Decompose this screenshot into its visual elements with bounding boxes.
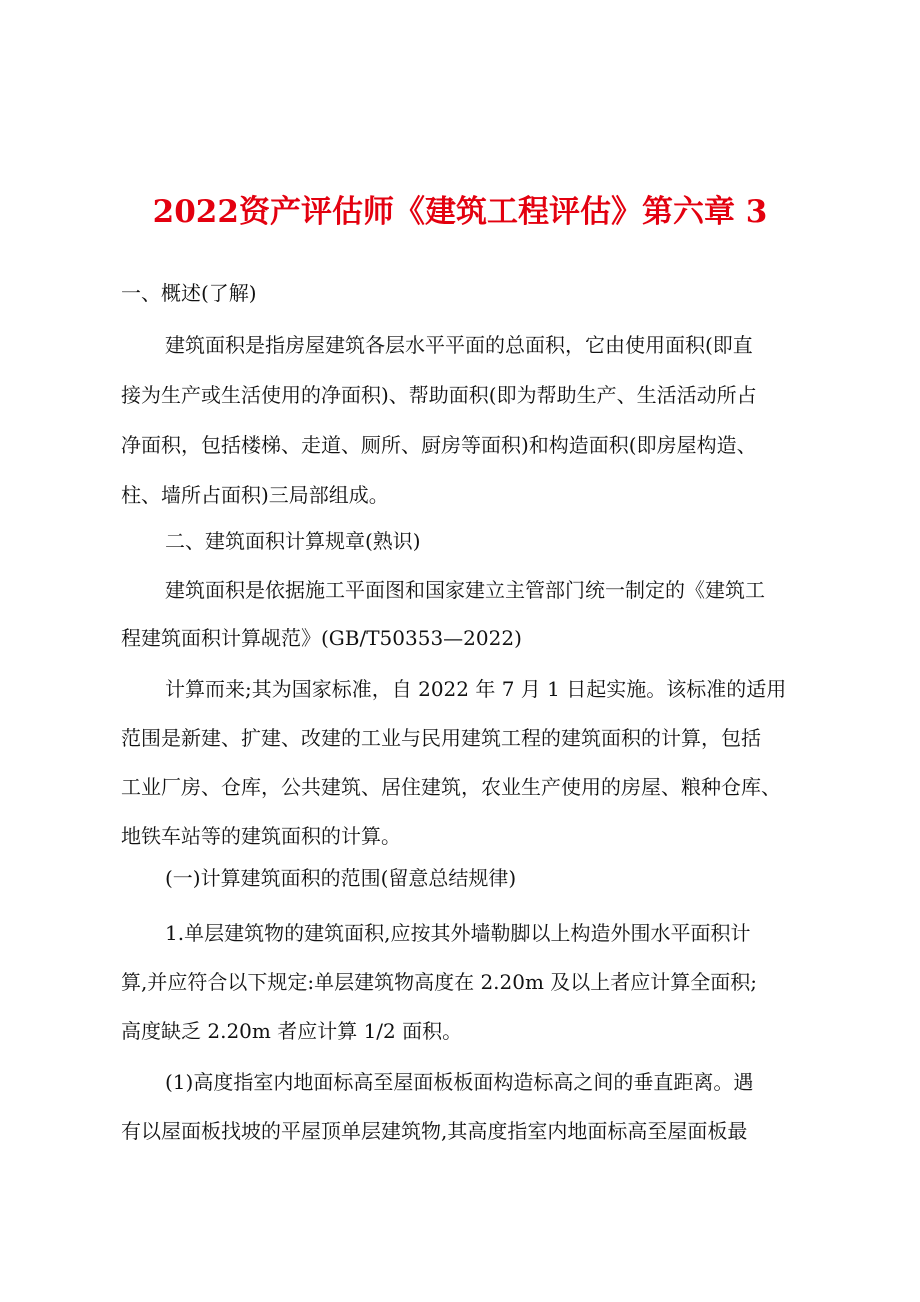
- paragraph-line: 接为生产或生活使用的净面积)、帮助面积(即为帮助生产、生活活动所占: [121, 383, 757, 407]
- paragraph-line: 程建筑面积计算觇范》(GB/T50353—2022): [121, 626, 522, 650]
- paragraph-line: 地铁车站等的建筑面积的计算。: [121, 824, 401, 848]
- paragraph-line: 建筑面积是依据施工平面图和国家建立主管部门统一制定的《建筑工: [165, 578, 765, 602]
- paragraph-line: 算,并应符合以下规定:单层建筑物高度在 2.20m 及以上者应计算全面积;: [121, 970, 758, 994]
- paragraph-line: 有以屋面板找坡的平屋顶单层建筑物,其高度指室内地面标高至屋面板最: [121, 1119, 748, 1143]
- paragraph-line: 净面积，包括楼梯、走道、厕所、厨房等面积)和构造面积(即房屋构造、: [121, 433, 757, 457]
- paragraph-line: 高度缺乏 2.20m 者应计算 1/2 面积。: [121, 1019, 463, 1043]
- section-heading-calculation-range: (一)计算建筑面积的范围(留意总结规律): [165, 866, 517, 890]
- section-heading-rules: 二、建筑面积计算规章(熟识): [165, 529, 421, 553]
- paragraph-line: 计算而来;其为国家标准，自 2022 年 7 月 1 日起实施。该标准的适用: [165, 677, 787, 701]
- paragraph-line: 建筑面积是指房屋建筑各层水平平面的总面积，它由使用面积(即直: [165, 333, 753, 357]
- paragraph-line: 工业厂房、仓库，公共建筑、居住建筑，农业生产使用的房屋、粮种仓库、: [121, 775, 781, 799]
- paragraph-line: 1.单层建筑物的建筑面积,应按其外墙勒脚以上构造外围水平面积计: [165, 921, 751, 945]
- paragraph-line: 柱、墙所占面积)三局部组成。: [121, 483, 389, 507]
- document-title: 2022资产评估师《建筑工程评估》第六章 3: [152, 194, 768, 230]
- paragraph-line: 范围是新建、扩建、改建的工业与民用建筑工程的建筑面积的计算，包括: [121, 726, 761, 750]
- paragraph-line: (1)高度指室内地面标高至屋面板板面构造标高之间的垂直距离。遇: [165, 1070, 754, 1094]
- section-heading-overview: 一、概述(了解): [121, 281, 257, 305]
